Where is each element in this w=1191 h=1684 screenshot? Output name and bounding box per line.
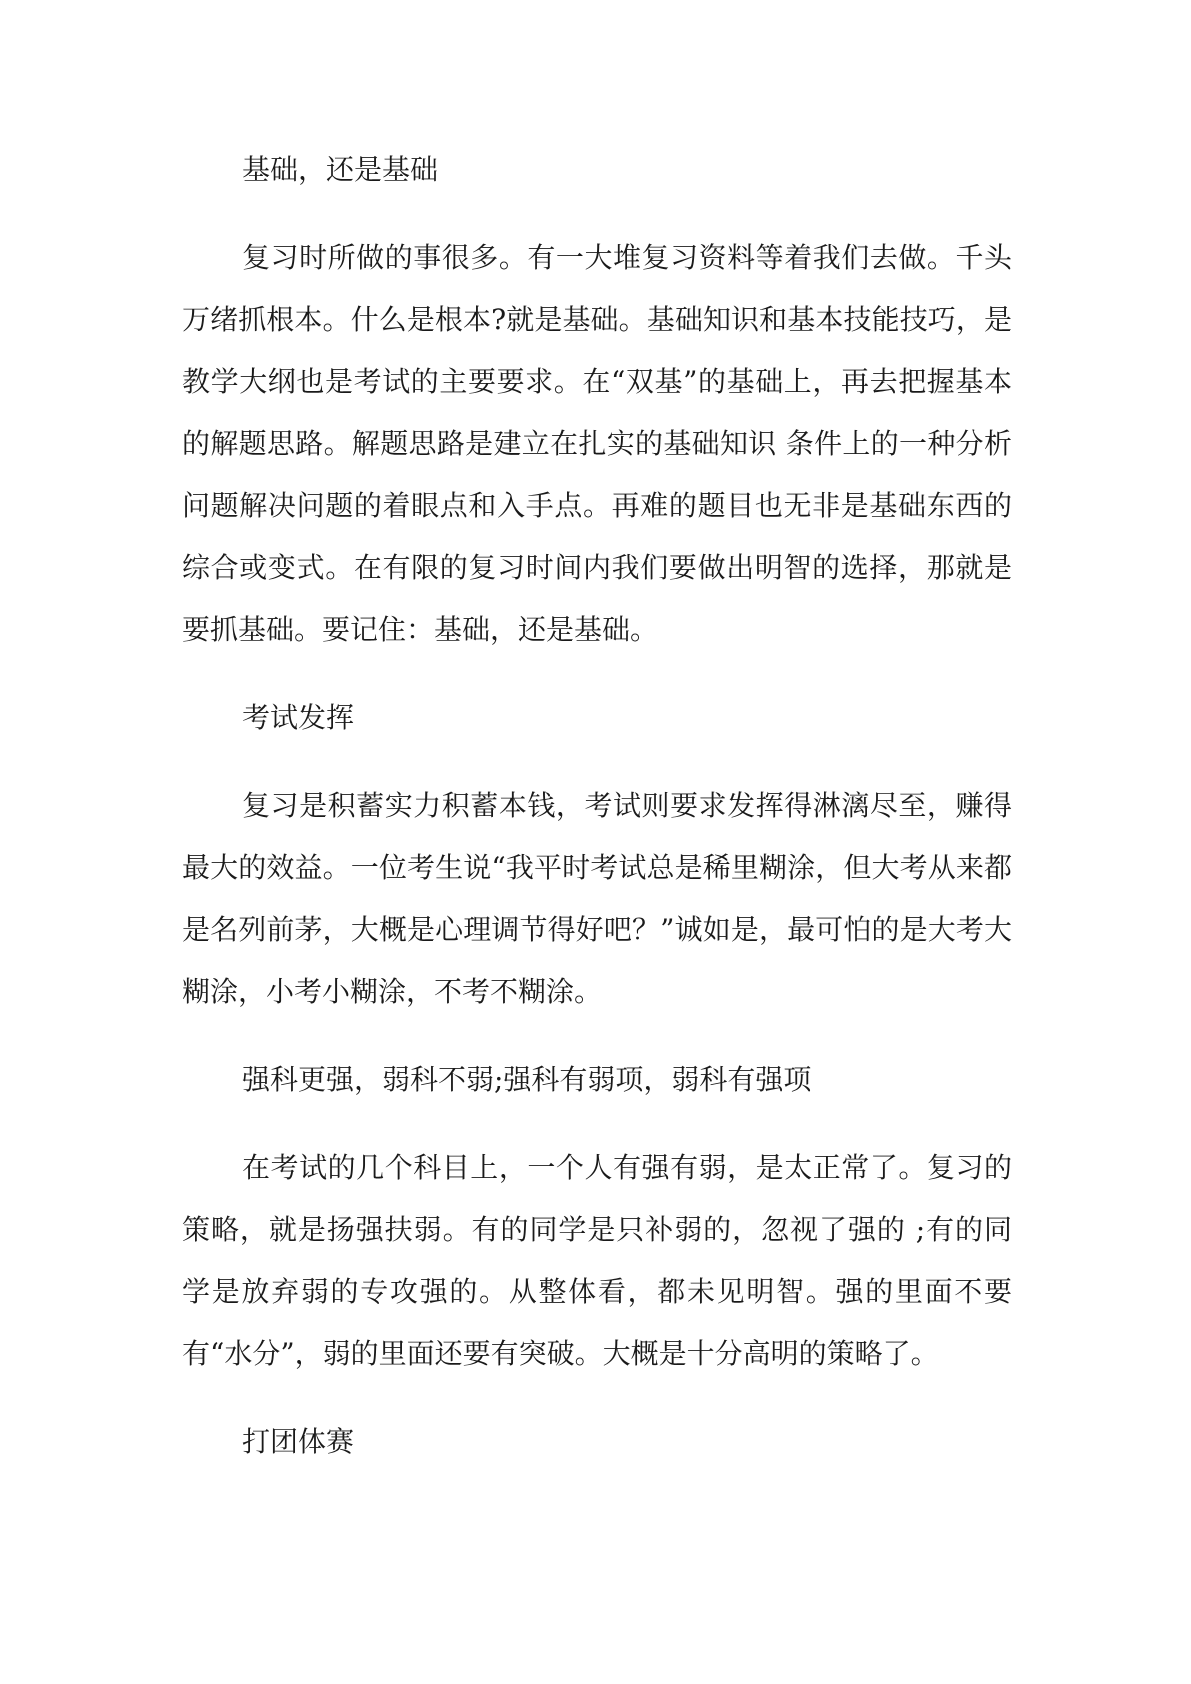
spacer (182, 749, 1012, 775)
section-heading-basics: 基础，还是基础 (242, 153, 439, 186)
spacer (182, 1023, 1012, 1049)
section-heading-strong-weak-subjects: 强科更强，弱科不弱;强科有弱项，弱科有强项 (242, 1063, 812, 1096)
section-body-strong-weak-subjects: 在考试的几个科目上，一个人有强有弱，是太正常了。复习的策略，就是扬强扶弱。有的同学是只补弱的，忽视了强的 ;有的同学是放弃弱的专攻强的。从整体看，都未见明智。强的里面不要有“水分”，弱的里面还要有突破。大概是十分高明的策略了。 (182, 1151, 1012, 1370)
section-heading-team-competition: 打团体赛 (242, 1425, 355, 1458)
spacer (182, 1111, 1012, 1137)
document-content (182, 139, 1012, 1473)
section-body-basics: 复习时所做的事很多。有一大堆复习资料等着我们去做。千头万绪抓根本。什么是根本?就是基础。基础知识和基本技能技巧，是教学大纲也是考试的主要要求。在“双基”的基础上，再去把握基本的解题思路。解题思路是建立在扎实的基础知识 条件上的一种分析问题解决问题的着眼点和入手点。再难的题目也无非是基础东西的综合或变式。在有限的复习时间内我们要做出明智的选择，那就是要抓基础。要记住：基础，还是基础。 (182, 241, 1012, 646)
spacer (182, 1385, 1012, 1411)
spacer (182, 201, 1012, 227)
section-heading-exam-performance: 考试发挥 (242, 701, 355, 734)
section-body-exam-performance: 复习是积蓄实力积蓄本钱，考试则要求发挥得淋漓尽至，赚得最大的效益。一位考生说“我平时考试总是稀里糊涂，但大考从来都是名列前茅，大概是心理调节得好吧？”诚如是，最可怕的是大考大糊涂，小考小糊涂，不考不糊涂。 (182, 789, 1012, 1008)
spacer (182, 661, 1012, 687)
